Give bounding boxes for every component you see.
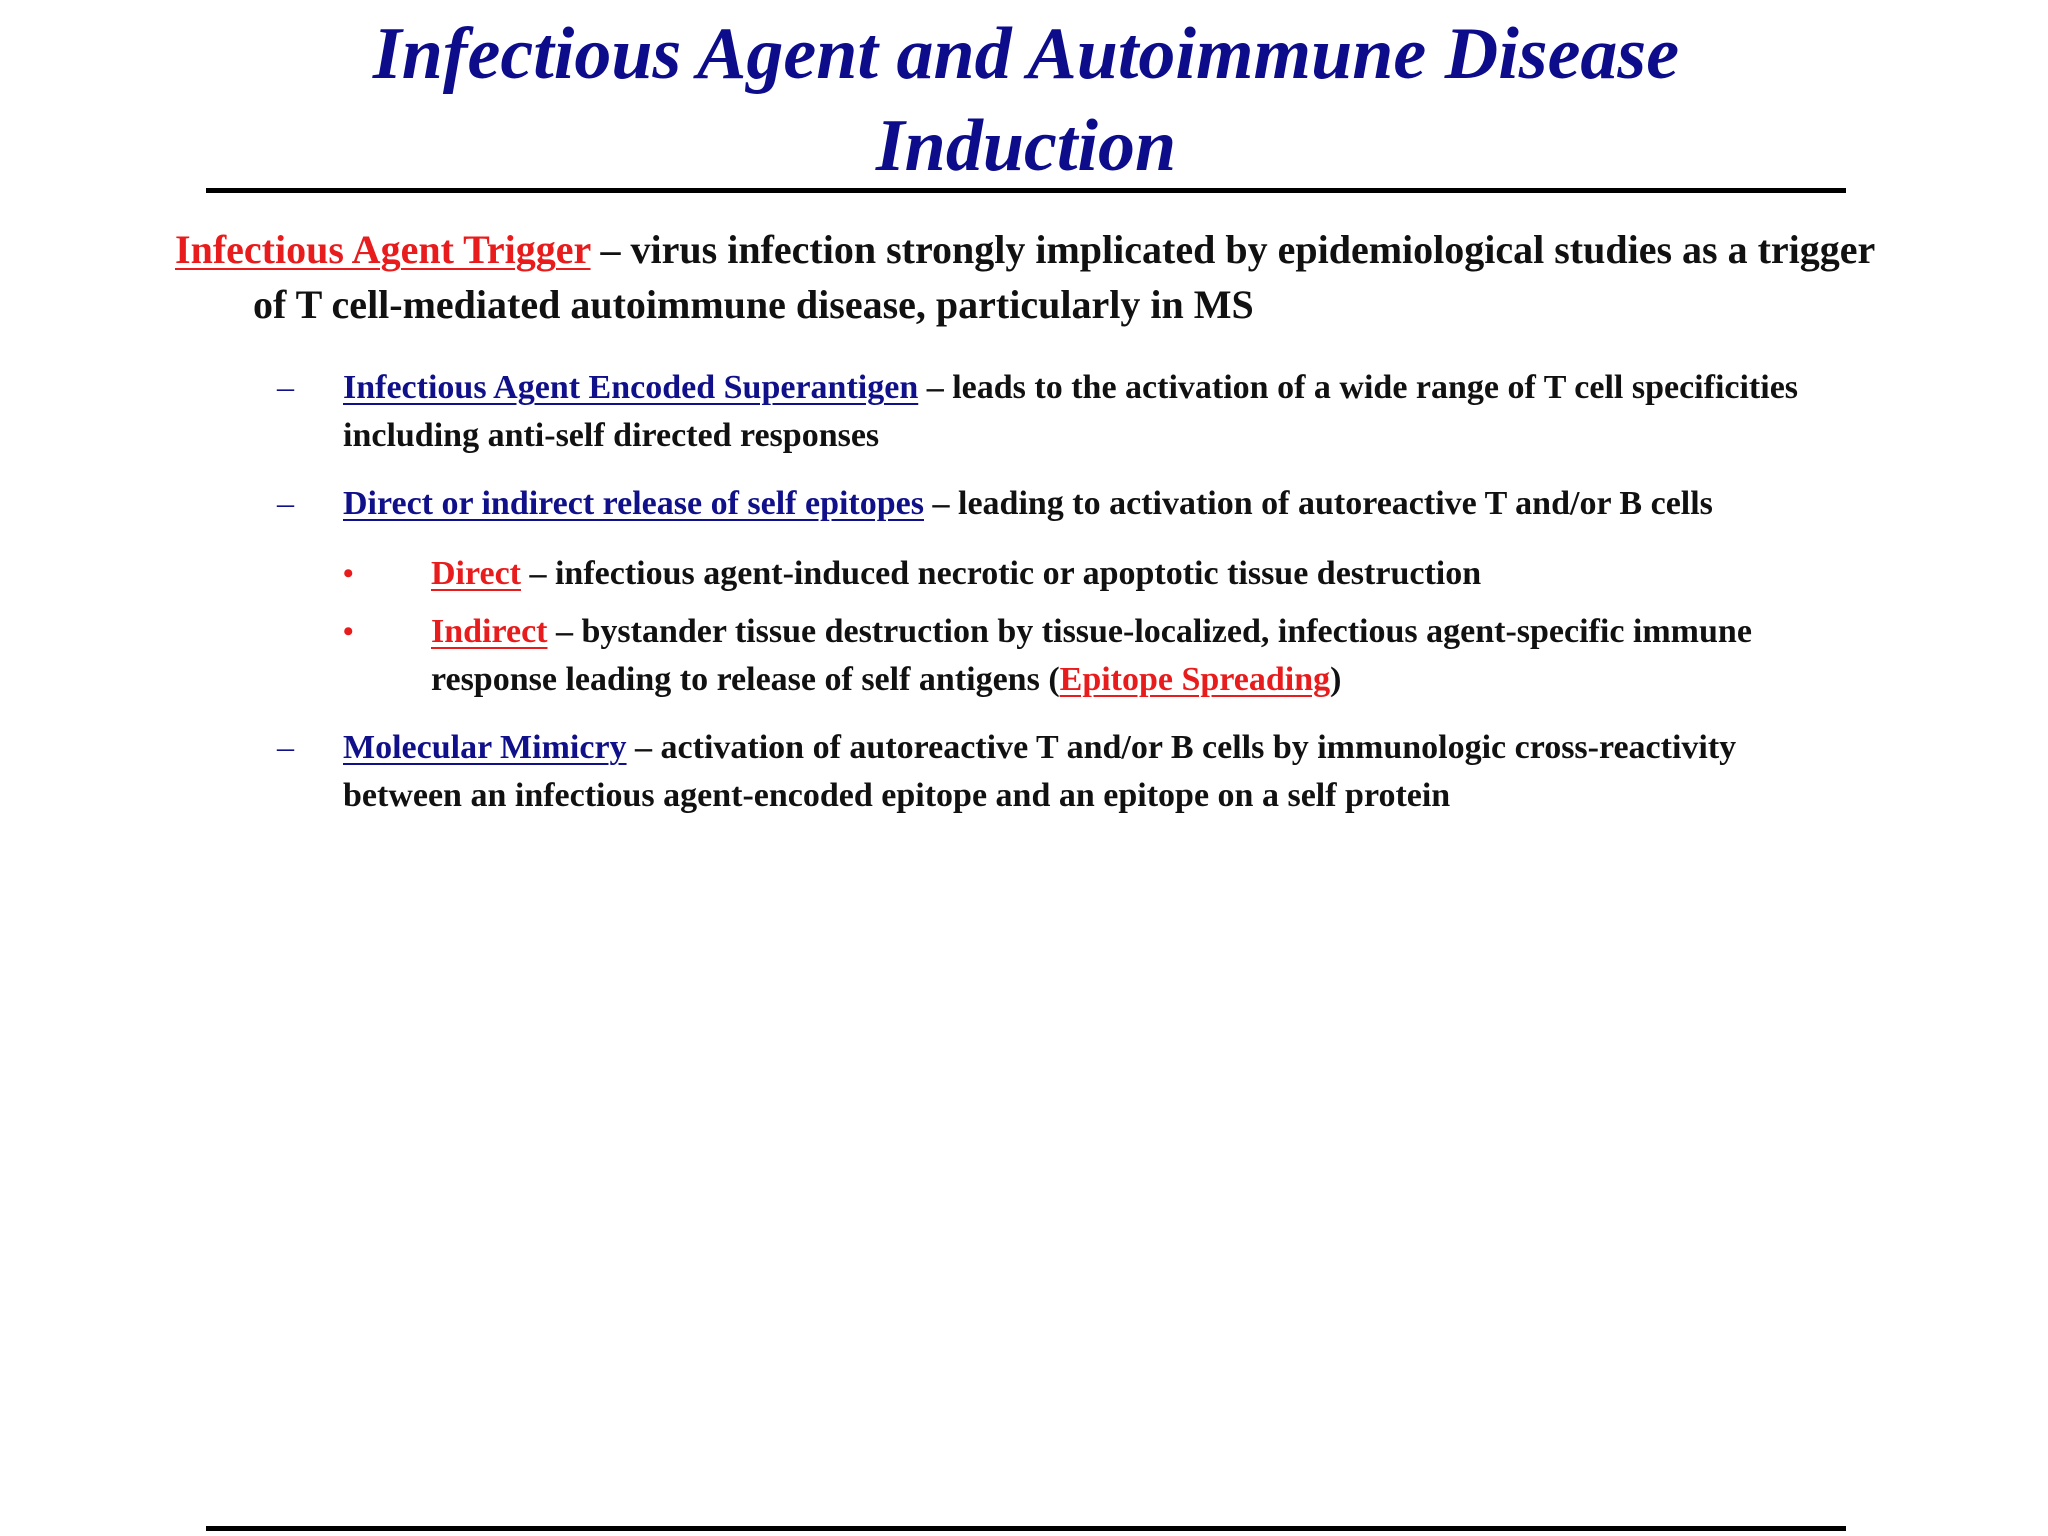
epitope-spreading-link[interactable]: Epitope Spreading: [1059, 661, 1331, 698]
slide-title: [206, 8, 1846, 192]
bullet-icon: •: [343, 557, 354, 590]
sub-point-text: – activation of autoreactive T and/or B cells by immunologic cross-reactivity between an infectious agent-encoded epitope and an epitope on a self protein: [343, 729, 1737, 814]
main-point: [175, 222, 1883, 332]
bullet-label[interactable]: Indirect: [431, 613, 548, 650]
dash-marker: –: [277, 485, 294, 522]
slide-content: [175, 222, 1875, 820]
sub-point-list: [175, 364, 1875, 820]
sub-point-superantigen: [175, 364, 1863, 460]
bullet-text-tail: ): [1330, 661, 1342, 698]
bullet-text: – infectious agent-induced necrotic or apoptotic tissue destruction: [520, 555, 1482, 592]
bullet-indirect: [343, 608, 1851, 704]
bullet-icon: •: [343, 615, 354, 648]
main-point-text: – virus infection strongly implicated by epidemiological studies as a trigger of T cell-mediated autoimmune disease, particularly in MS: [253, 227, 1875, 327]
bullet-list: [343, 550, 1863, 704]
bottom-divider: [206, 1526, 1846, 1531]
bullet-label[interactable]: Direct: [431, 555, 521, 592]
dash-marker: –: [277, 729, 294, 766]
sub-point-molecular-mimicry: [175, 724, 1863, 820]
sub-point-text: – leads to the activation of a wide range of T cell specificities including anti-self directed responses: [343, 369, 1799, 454]
bullet-direct: [343, 550, 1851, 598]
sub-point-label[interactable]: Infectious Agent Encoded Superantigen: [343, 369, 919, 406]
sub-point-label[interactable]: Molecular Mimicry: [343, 729, 627, 766]
slide-title-line-2: Induction: [875, 105, 1177, 187]
sub-point-label[interactable]: Direct or indirect release of self epitopes: [343, 485, 924, 522]
sub-point-text: – leading to activation of autoreactive T and/or B cells: [924, 485, 1713, 522]
sub-point-self-epitopes: [175, 480, 1863, 704]
dash-marker: –: [277, 369, 294, 406]
bullet-text: – bystander tissue destruction by tissue-localized, infectious agent-specific immune response leading to release of self antigens (: [431, 613, 1752, 698]
slide-title-line-1: Infectious Agent and Autoimmune Disease: [372, 13, 1680, 95]
main-point-label[interactable]: Infectious Agent Trigger: [175, 227, 591, 272]
top-divider: [206, 188, 1846, 193]
